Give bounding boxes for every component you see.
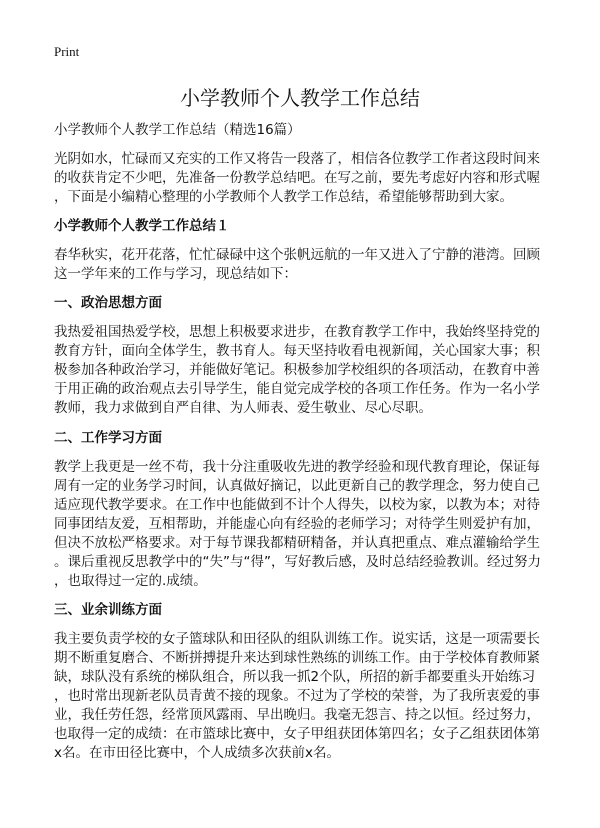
section-heading: 一、政治思想方面 bbox=[54, 295, 162, 311]
text-line: 期不断重复磨合、不断拼搏提升来达到球性熟练的训练工作。由于学校体育教师紧 bbox=[54, 650, 540, 666]
section-paragraph bbox=[54, 630, 540, 763]
section-title: 小学教师个人教学工作总结１ bbox=[54, 218, 230, 234]
text-line: ，下面是小编精心整理的小学教师个人教学工作总结，希望能够帮助到大家。 bbox=[54, 189, 513, 205]
text-line: 光阴如水，忙碌而又充实的工作又将告一段落了，相信各位教学工作者这段时间来 bbox=[54, 151, 540, 167]
text-line: 周有一定的业务学习时间，认真做好摘记，以此更新自己的教学理念，努力使自己 bbox=[54, 478, 540, 494]
text-line: 我热爱祖国热爱学校，思想上积极要求进步，在教育教学工作中，我始终坚持党的 bbox=[54, 324, 540, 340]
text-line: 也取得一定的成绩：在市篮球比赛中，女子甲组获团体第四名；女子乙组获团体第 bbox=[54, 726, 540, 742]
text-line: 教师，我力求做到自严自律、为人师表、爱生敬业、尽心尽职。 bbox=[54, 400, 432, 416]
text-line: 于用正确的政治观点去引导学生，能自觉完成学校的各项工作任务。作为一名小学 bbox=[54, 381, 540, 397]
text-line: 这一学年来的工作与学习，现总结如下： bbox=[54, 266, 297, 282]
text-line: 同事团结友爱，互相帮助，并能虚心向有经验的老师学习；对待学生则爱护有加， bbox=[54, 516, 540, 532]
text-line: 。课后重视反思教学中的“失”与“得”，写好教后感，及时总结经验教训。经过努力 bbox=[54, 554, 541, 570]
section-paragraph bbox=[54, 458, 541, 591]
text-line: 我主要负责学校的女子篮球队和田径队的组队训练工作。说实话，这是一项需要长 bbox=[54, 631, 540, 647]
text-line: 极参加各种政治学习，并能做好笔记。积极参加学校组织的各项活动，在教育中善 bbox=[54, 362, 540, 378]
section-heading: 三、业余训练方面 bbox=[54, 602, 162, 618]
text-line: 春华秋实，花开花落，忙忙碌碌中这个张帆远航的一年又进入了宁静的港湾。回顾 bbox=[54, 247, 540, 263]
text-line: ，也时常出现新老队员青黄不接的现象。不过为了学校的荣誉，为了我所衷爱的事 bbox=[54, 688, 540, 704]
text-line: ，也取得过一定的.成绩。 bbox=[54, 573, 207, 589]
section-paragraph bbox=[54, 323, 540, 418]
text-line: x名。在市田径比赛中，个人成绩多次获前x名。 bbox=[54, 745, 340, 761]
opening-paragraph bbox=[54, 246, 540, 284]
text-line: 缺，球队没有系统的梯队组合，所以我一抓2个队，所招的新手都要重头开始练习 bbox=[54, 669, 536, 685]
text-line: 教育方针，面向全体学生，教书育人。每天坚持收看电视新闻，关心国家大事；积 bbox=[54, 343, 540, 359]
print-link[interactable]: Print bbox=[54, 44, 80, 59]
text-line: 教学上我更是一丝不苟，我十分注重吸收先进的教学经验和现代教育理论，保证每 bbox=[54, 459, 540, 475]
text-line: 但决不放松严格要求。对于每节课我都精研精备，并认真把重点、难点灌输给学生 bbox=[54, 535, 540, 551]
text-line: 的收获肯定不少吧，先准备一份教学总结吧。在写之前，要先考虑好内容和形式喔 bbox=[54, 170, 540, 186]
section-heading: 二、工作学习方面 bbox=[54, 430, 162, 446]
text-line: 适应现代教学要求。在工作中也能做到不计个人得失，以校为家，以教为本；对待 bbox=[54, 497, 540, 513]
intro-paragraph bbox=[54, 150, 540, 207]
page-title: 小学教师个人教学工作总结 bbox=[180, 86, 420, 110]
subtitle: 小学教师个人教学工作总结（精选16篇） bbox=[54, 122, 301, 138]
text-line: 业，我任劳任怨，经常顶风露雨、早出晚归。我毫无怨言、持之以恒。经过努力， bbox=[54, 707, 540, 723]
